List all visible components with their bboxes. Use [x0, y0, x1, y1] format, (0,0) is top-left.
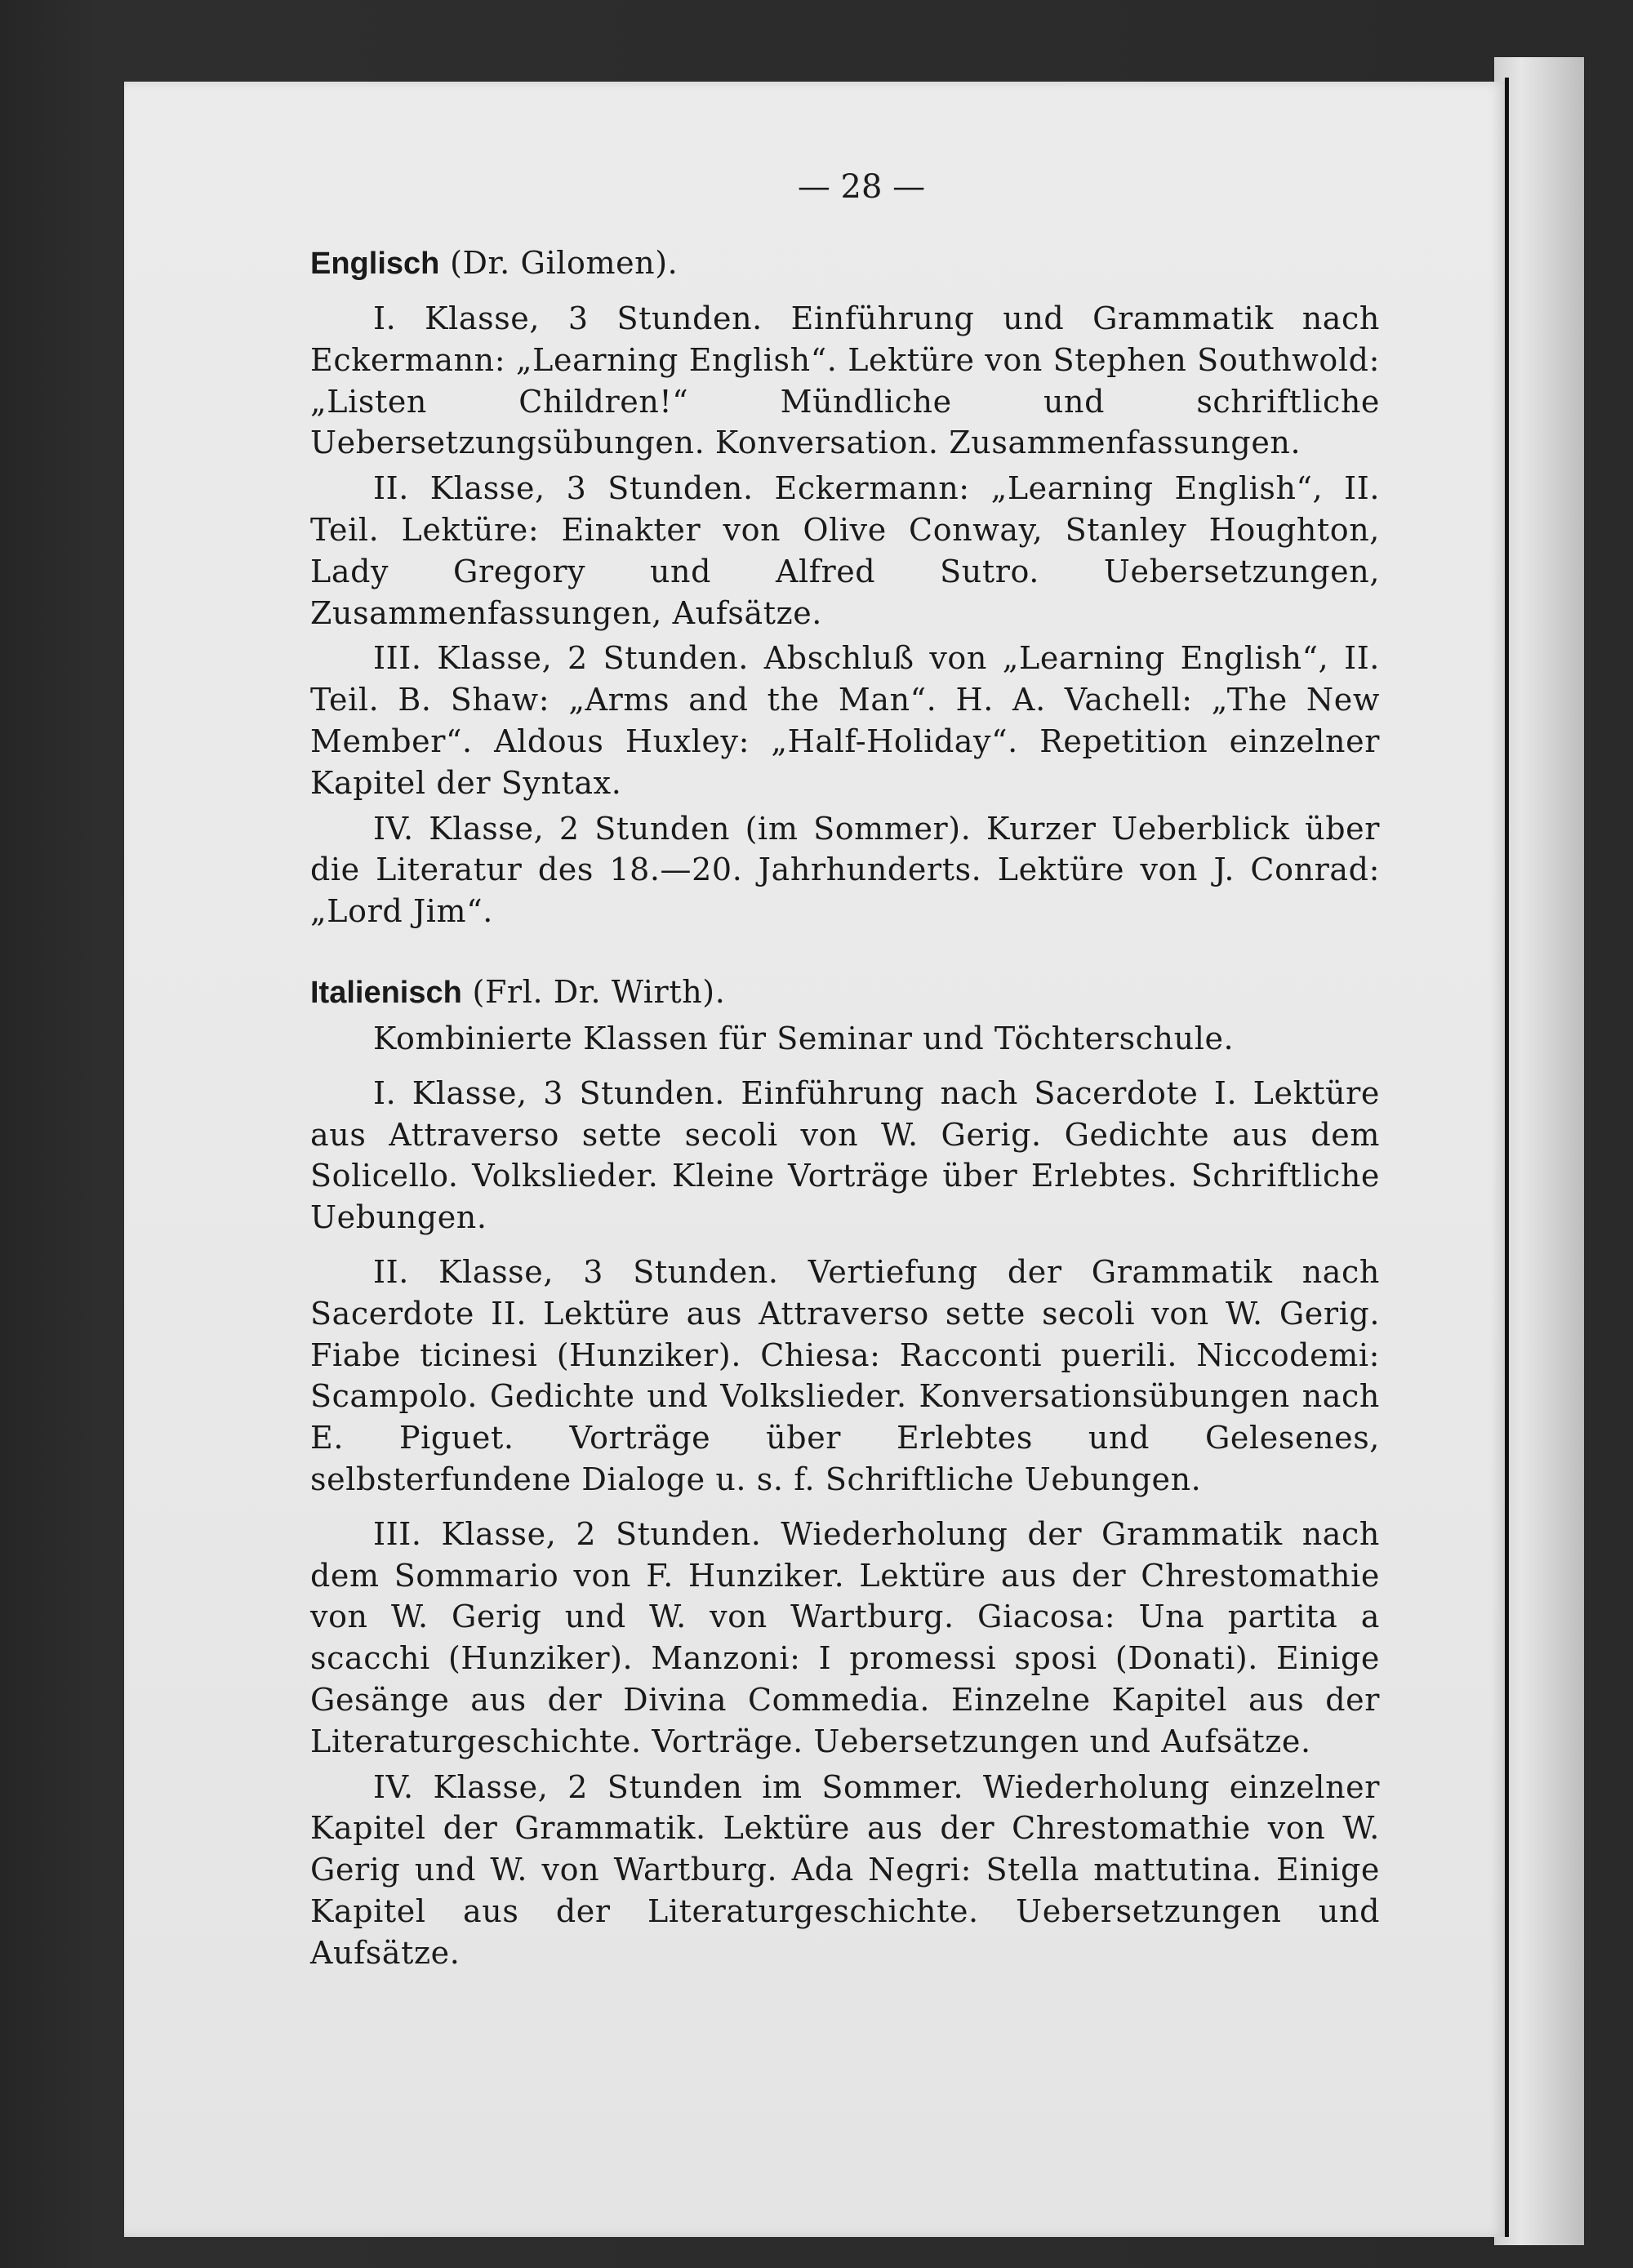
teacher-name: (Frl. Dr. Wirth).	[472, 973, 726, 1010]
teacher-name: (Dr. Gilomen).	[450, 245, 679, 281]
page-edge-shadow	[1505, 78, 1509, 2237]
section-heading-italienisch	[310, 972, 1380, 1014]
class-paragraph: I. Klasse, 3 Stunden. Einführung nach Sacerdote I. Lektüre aus Attraverso sette secoli von W. Gerig. Gedichte aus dem Solicello. Volkslieder. Kleine Vorträge über Erlebtes. Schriftliche Uebungen.	[310, 1074, 1380, 1236]
page-content	[310, 242, 1380, 1973]
class-paragraph: III. Klasse, 2 Stunden. Abschluß von „Learning English“, II. Teil. B. Shaw: „Arms and the Man“. H. A. Vachell: „The New Member“. Aldous Huxley: „Half-Holiday“. Repetition einzelner Kapitel der Syntax.	[310, 640, 1380, 801]
subject-title: Englisch	[310, 247, 440, 281]
subject-title: Italienisch	[310, 975, 462, 1010]
class-paragraph: I. Klasse, 3 Stunden. Einführung und Grammatik nach Eckermann: „Learning English“. Lektüre von Stephen Southwold: „Listen Children!“ Mündliche und schriftliche Uebersetzungsübungen. Konversation. Zusammenfassungen.	[310, 300, 1380, 461]
class-paragraph: IV. Klasse, 2 Stunden im Sommer. Wiederholung einzelner Kapitel der Grammatik. Lektüre aus der Chrestomathie von W. Gerig und W. von Wartburg. Ada Negri: Stella mattutina. Einige Kapitel aus der Literaturgeschichte. Uebersetzungen und Aufsätze.	[310, 1768, 1380, 1971]
page-number: — 28 —	[797, 168, 926, 206]
class-paragraph: IV. Klasse, 2 Stunden (im Sommer). Kurzer Ueberblick über die Literatur des 18.—20. Jahrhunderts. Lektüre von J. Conrad: „Lord Jim“.	[310, 810, 1380, 930]
section-intro: Kombinierte Klassen für Seminar und Töchterschule.	[373, 1020, 1235, 1056]
class-paragraph: II. Klasse, 3 Stunden. Eckermann: „Learning English“, II. Teil. Lektüre: Einakter von Olive Conway, Stanley Houghton, Lady Gregory und Alfred Sutro. Uebersetzungen, Zusammenfassungen, Aufsätze.	[310, 470, 1380, 631]
class-paragraph: III. Klasse, 2 Stunden. Wiederholung der Grammatik nach dem Sommario von F. Hunziker. Lektüre aus der Chrestomathie von W. Gerig und W. von Wartburg. Giacosa: Una partita a scacchi (Hunziker). Manzoni: I promessi sposi (Donati). Einige Gesänge aus der Divina Commedia. Einzelne Kapitel aus der Literaturgeschichte. Vorträge. Uebersetzungen und Aufsätze.	[310, 1515, 1380, 1759]
class-paragraph: II. Klasse, 3 Stunden. Vertiefung der Grammatik nach Sacerdote II. Lektüre aus Attraverso sette secoli von W. Gerig. Fiabe ticinesi (Hunziker). Chiesa: Racconti puerili. Niccodemi: Scampolo. Gedichte und Volkslieder. Konversationsübungen nach E. Piguet. Vorträge über Erlebtes und Gelesenes, selbsterfundene Dialoge u. s. f. Schriftliche Uebungen.	[310, 1253, 1380, 1497]
section-heading-englisch	[310, 242, 1380, 285]
